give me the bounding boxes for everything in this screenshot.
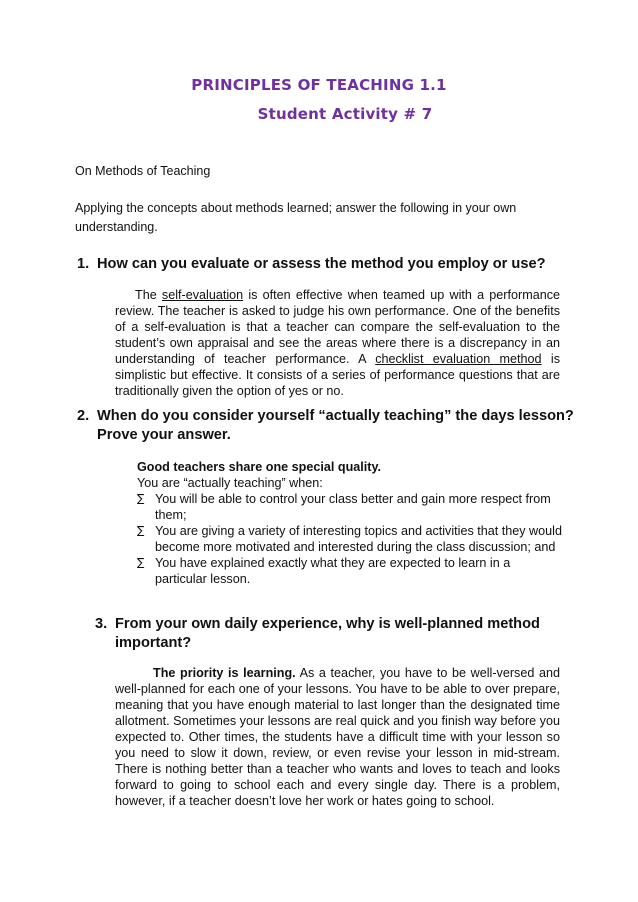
document-title: PRINCIPLES OF TEACHING 1.1: [191, 76, 447, 94]
answer-1-part-1: The: [135, 288, 162, 302]
bullet-sigma-icon: ∑: [137, 492, 145, 505]
question-2-line-1: When do you consider yourself “actually teaching” the days lesson?: [97, 408, 574, 424]
document-subtitle: Student Activity # 7: [257, 105, 433, 123]
question-3-number: 3.: [95, 616, 108, 632]
bullet-sigma-icon: ∑: [137, 556, 145, 569]
bullet-item: [137, 555, 562, 587]
answer-1-part-3: is simplistic but effective. It consists of a series of performance questions that are traditionally given the option of yes or no.: [115, 352, 560, 398]
answer-1: [115, 287, 560, 399]
bullet-text: You are giving a variety of interesting topics and activities that they would become more motivated and interested during the class discussion; and: [155, 524, 562, 554]
question-2-line-2: Prove your answer.: [97, 427, 231, 443]
answer-2-bullets: [137, 491, 562, 587]
answer-1-part-2: is often effective when teamed up with a performance review. The teacher is asked to judge his own performance. One of the benefits of a self-evaluation is that a teacher can compare the self-evaluation to the student’s own appraisal and see the areas where there is a discrepancy in an understanding of teacher performance. A: [115, 288, 560, 366]
question-2-number: 2.: [77, 408, 90, 424]
instruction-line-2: understanding.: [75, 220, 158, 234]
answer-3-lead: The priority is learning.: [153, 666, 296, 680]
bullet-text: You have explained exactly what they are expected to learn in a particular lesson.: [155, 556, 511, 586]
question-3-line-1: From your own daily experience, why is well-planned method: [115, 616, 540, 632]
question-3-line-2: important?: [115, 635, 192, 651]
topic-heading: On Methods of Teaching: [75, 164, 211, 178]
answer-2-heading: Good teachers share one special quality.: [137, 460, 382, 474]
answer-3-body: As a teacher, you have to be well-versed and well-planned for each one of your lessons. You have to be able to over prepare, meaning that you have enough material to last longer than the designated time allotment. Sometimes your lessons are real quick and you finish way before you expected to. Other times, the students have a difficult time with your lesson so you need to slow it down, review, or even revise your lesson in mid-stream. There is nothing better than a teacher who wants and loves to teach and looks forward to going to school each and every single day. There is a problem, however, if a teacher doesn’t love her work or hates going to school.: [115, 666, 560, 808]
bullet-item: [137, 523, 562, 555]
bullet-item: [137, 491, 562, 523]
answer-3: [115, 665, 560, 809]
self-evaluation-link[interactable]: self-evaluation: [161, 288, 244, 302]
question-1-number: 1.: [77, 256, 90, 272]
bullet-sigma-icon: ∑: [137, 524, 145, 537]
checklist-evaluation-link[interactable]: checklist evaluation method: [375, 352, 542, 366]
question-1-text: How can you evaluate or assess the method you employ or use?: [97, 256, 546, 272]
answer-2-intro: You are “actually teaching” when:: [137, 476, 323, 490]
instruction-line-1: Applying the concepts about methods learned; answer the following in your own: [75, 201, 517, 215]
bullet-text: You will be able to control your class better and gain more respect from them;: [155, 492, 551, 522]
